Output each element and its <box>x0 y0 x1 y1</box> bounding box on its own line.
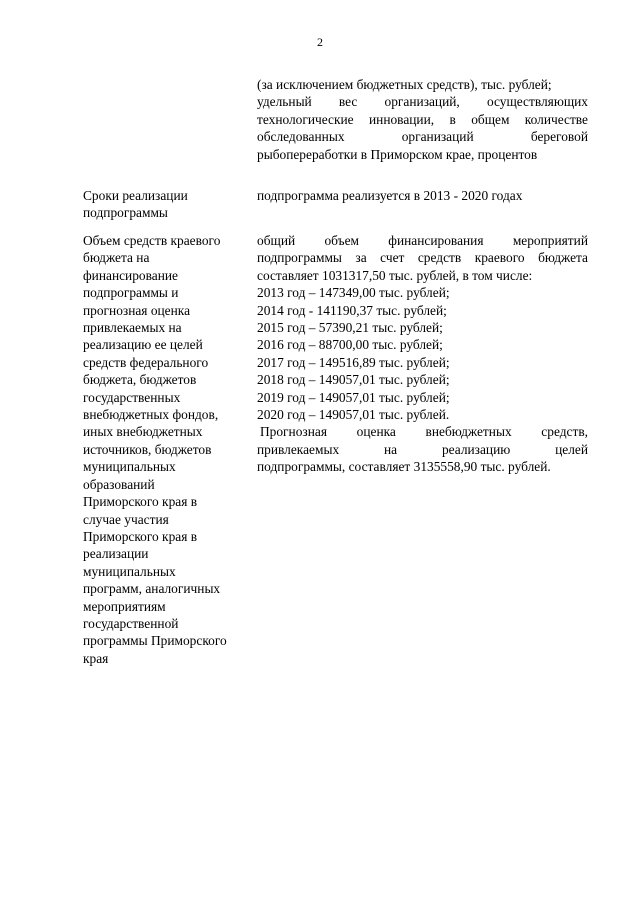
funding-label-line: государственных <box>83 389 181 405</box>
funding-label-line: государственной <box>83 615 179 631</box>
funding-label-line: Приморского края в <box>83 528 198 544</box>
funding-year-line: 2013 год – 147349,00 тыс. рублей; <box>257 285 450 301</box>
continuation-line: рыбопереработки в Приморском крае, процентов <box>257 146 538 162</box>
funding-label-line: иных внебюджетных <box>83 424 203 440</box>
continuation-line: удельный вес организаций, осуществляющих <box>257 94 588 110</box>
funding-forecast-line: привлекаемых на реализацию целей <box>257 441 588 457</box>
continuation-line: (за исключением бюджетных средств), тыс. рублей; <box>257 77 552 92</box>
funding-year-line: 2014 год - 141190,37 тыс. рублей; <box>257 302 447 318</box>
funding-label-line: финансирование <box>83 267 178 283</box>
funding-year-line: 2020 год – 149057,01 тыс. рублей. <box>257 407 450 423</box>
funding-label-line: случае участия <box>83 511 169 527</box>
funding-label-line: края <box>83 650 109 666</box>
indicator-continuation <box>257 76 588 163</box>
funding-total-line: общий объем финансирования мероприятий <box>257 233 588 248</box>
funding-year-line: 2018 год – 149057,01 тыс. рублей; <box>257 372 450 388</box>
terms-label-line: Сроки реализации <box>83 188 188 203</box>
funding-label-line: бюджета на <box>83 250 150 266</box>
funding-label-line: внебюджетных фондов, <box>83 407 219 423</box>
funding-label-line: муниципальных <box>83 459 176 475</box>
funding-label <box>83 232 253 667</box>
funding-label-line: бюджета, бюджетов <box>83 372 197 388</box>
funding-label-line: Приморского края в <box>83 494 198 510</box>
funding-label-line: источников, бюджетов <box>83 441 212 457</box>
funding-label-line: программ, аналогичных <box>83 581 221 597</box>
funding-label-line: привлекаемых на <box>83 320 182 336</box>
funding-label-line: программы Приморского <box>83 633 227 649</box>
funding-forecast-line: подпрограммы, составляет 3135558,90 тыс. рублей. <box>257 459 551 475</box>
funding-label-line: реализации <box>83 546 149 562</box>
funding-label-line: мероприятиям <box>83 598 166 614</box>
funding-forecast-line: Прогнозная оценка внебюджетных средств, <box>260 424 588 440</box>
funding-label-line: подпрограммы и <box>83 285 179 301</box>
funding-label-line: прогнозная оценка <box>83 302 191 318</box>
funding-year-line: 2017 год – 149516,89 тыс. рублей; <box>257 354 450 370</box>
funding-label-line: реализацию ее целей <box>83 337 203 353</box>
page-number: 2 <box>317 35 323 49</box>
continuation-line: технологические инновации, в общем количестве <box>257 111 588 127</box>
funding-total-line: составляет 1031317,50 тыс. рублей, в том числе: <box>257 267 533 283</box>
terms-label-line: подпрограммы <box>83 205 168 221</box>
funding-value <box>257 232 588 476</box>
funding-total-line: подпрограммы за счет средств краевого бюджета <box>257 250 588 266</box>
terms-value-line: подпрограмма реализуется в 2013 - 2020 годах <box>257 188 523 203</box>
continuation-line: обследованных организаций береговой <box>257 129 588 145</box>
funding-year-line: 2019 год – 149057,01 тыс. рублей; <box>257 389 450 405</box>
terms-value <box>257 187 588 204</box>
funding-label-line: Объем средств краевого <box>83 233 221 248</box>
funding-label-line: образований <box>83 476 155 492</box>
funding-year-line: 2016 год – 88700,00 тыс. рублей; <box>257 337 443 353</box>
terms-label <box>83 187 253 222</box>
funding-label-line: средств федерального <box>83 354 209 370</box>
funding-label-line: муниципальных <box>83 563 176 579</box>
funding-year-line: 2015 год – 57390,21 тыс. рублей; <box>257 320 443 336</box>
